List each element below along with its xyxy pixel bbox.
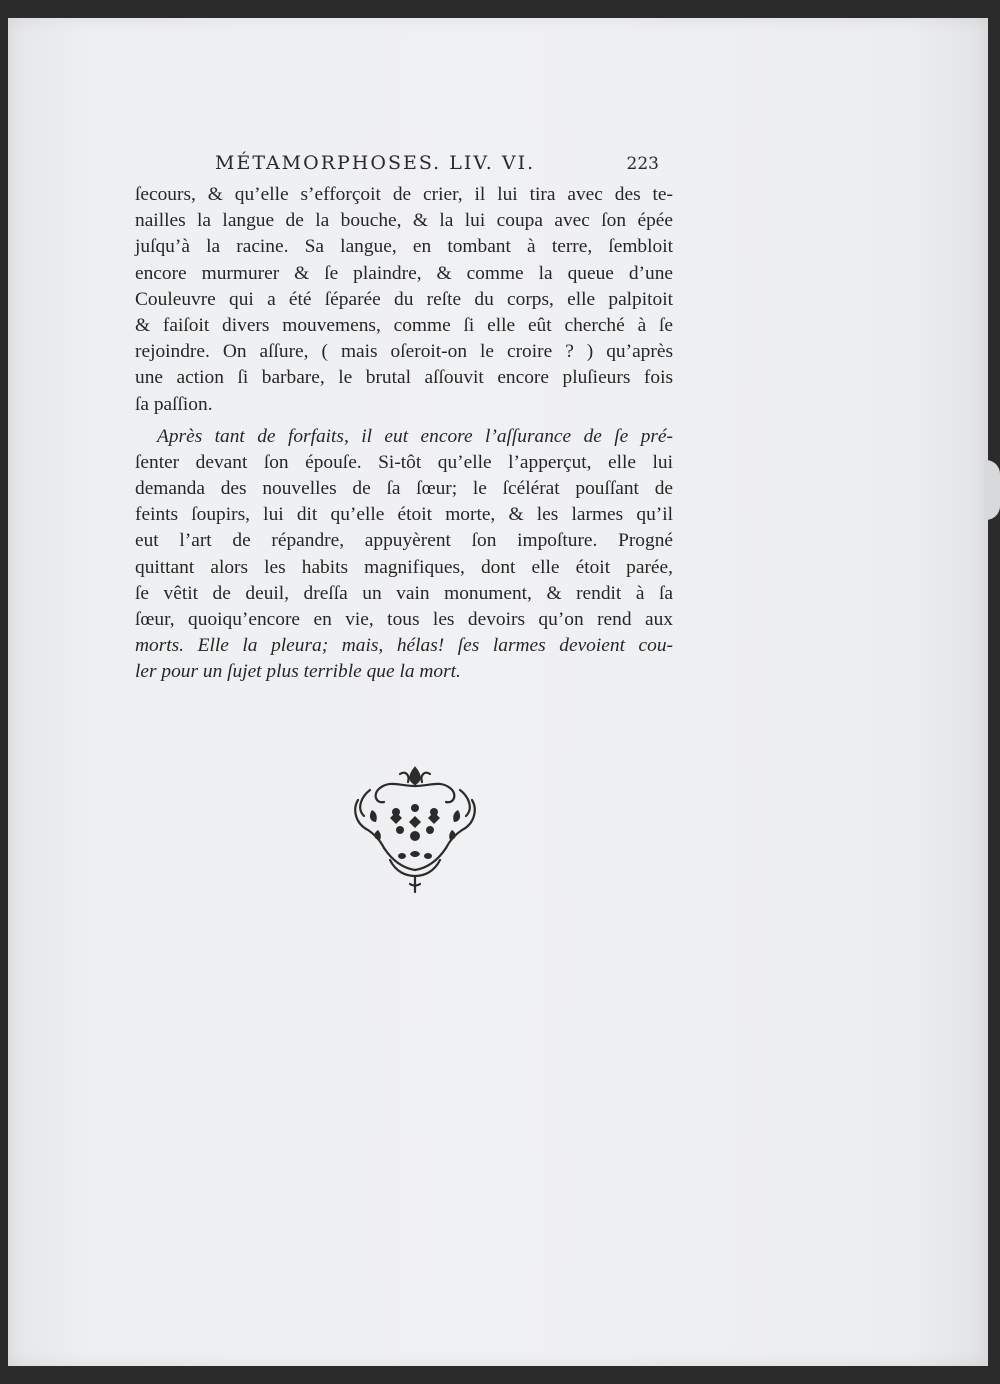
- text-line: eut l’art de répandre, appuyèrent ſon impoſture. Progné: [135, 530, 673, 552]
- paragraph-1: [135, 182, 673, 418]
- text-line: ler pour un ſujet plus terrible que la mort.: [135, 661, 461, 683]
- text-line: feints ſoupirs, lui dit qu’elle étoit morte, & les larmes qu’il: [135, 504, 673, 526]
- text-line: ſenter devant ſon épouſe. Si-tôt qu’elle l’apperçut, elle lui: [135, 451, 673, 473]
- text-line: Couleuvre qui a été ſéparée du reſte du corps, elle palpitoit: [135, 288, 673, 310]
- paragraph-2: [135, 424, 673, 686]
- text-line: ſœur, quoiqu’encore en vie, tous les devoirs qu’on rend aux: [135, 609, 673, 630]
- running-title: MÉTAMORPHOSES. LIV. VI.: [215, 152, 536, 174]
- text-line: encore murmurer & ſe plaindre, & comme la queue d’une: [135, 262, 673, 284]
- text-line: demanda des nouvelles de ſa ſœur; le ſcélérat pouſſant de: [135, 478, 673, 500]
- text-line: ſa paſſion.: [135, 393, 213, 415]
- text-line: juſqu’à la racine. Sa langue, en tombant à terre, ſembloit: [135, 236, 673, 258]
- text-line: ſecours, & qu’elle s’efforçoit de crier, il lui tira avec des te-: [135, 184, 673, 205]
- text-line: nailles la langue de la bouche, & la lui coupa avec ſon épée: [135, 210, 673, 232]
- text-line: ſe vêtit de deuil, dreſſa un vain monument, & rendit à ſa: [135, 582, 673, 604]
- text-line: quittant alors les habits magnifiques, dont elle étoit parée,: [135, 556, 673, 578]
- running-header: [205, 148, 665, 180]
- floral-vignette-icon: [350, 760, 480, 895]
- text-line: Après tant de forfaits, il eut encore l’aſſurance de ſe pré-: [157, 425, 673, 447]
- text-line: & faiſoit divers mouvemens, comme ſi elle eût cherché à ſe: [135, 314, 673, 336]
- page-edge-tab: [984, 460, 1000, 520]
- body-text: [135, 182, 673, 686]
- show-through-shadow: [0, 778, 218, 858]
- page-number: 223: [626, 154, 659, 174]
- text-line: morts. Elle la pleura; mais, hélas! ſes larmes devoient cou-: [135, 635, 673, 657]
- text-line: rejoindre. On aſſure, ( mais oſeroit-on le croire ? ) qu’après: [135, 341, 673, 363]
- text-line: une action ſi barbare, le brutal aſſouvit encore pluſieurs fois: [135, 367, 673, 389]
